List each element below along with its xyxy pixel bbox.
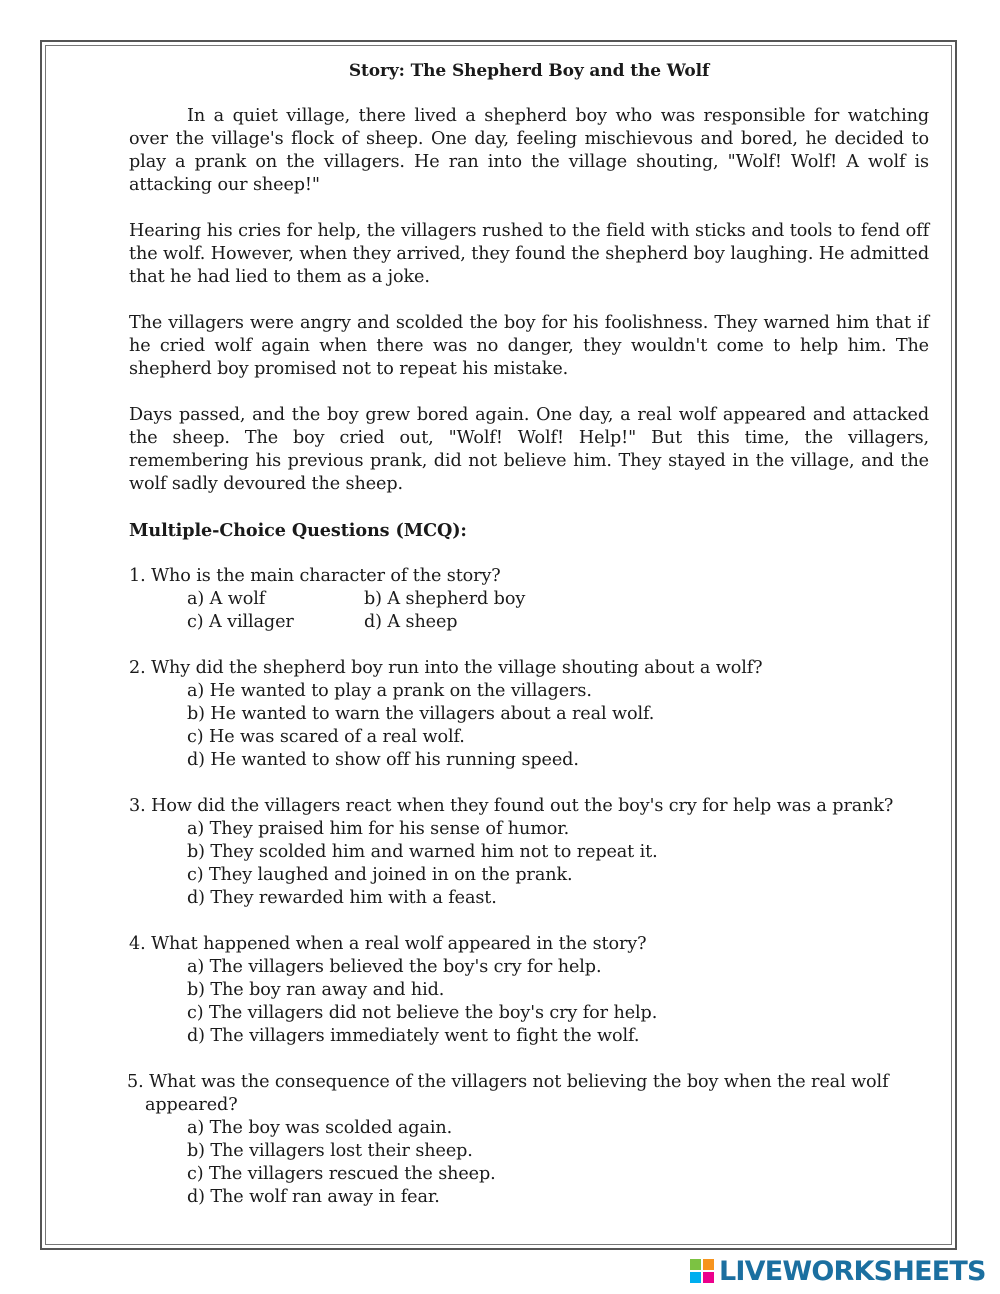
worksheet-content — [129, 60, 929, 1232]
question-4 — [129, 933, 929, 1048]
option-c[interactable]: c) They laughed and joined in on the prank. — [187, 865, 573, 885]
option-d[interactable]: d) The villagers immediately went to fight the wolf. — [187, 1026, 640, 1046]
liveworksheets-logo-icon — [690, 1259, 714, 1283]
option-c[interactable]: c) A villager — [187, 612, 294, 632]
question-1 — [129, 565, 929, 634]
question-3 — [129, 795, 929, 910]
question-text: 2. Why did the shepherd boy run into the village shouting about a wolf? — [129, 658, 763, 678]
option-a[interactable]: a) A wolf — [187, 589, 266, 609]
question-text: 3. How did the villagers react when they found out the boy's cry for help was a prank? — [129, 796, 894, 816]
story-paragraph-4: Days passed, and the boy grew bored again. One day, a real wolf appeared and attacked the sheep. The boy cried out, "Wolf! Wolf! Help!" But this time, the villagers, remembering his previous prank, did not believe him. They stayed in the village, and the wolf sadly devoured the sheep. — [129, 405, 929, 494]
question-text: 4. What happened when a real wolf appeared in the story? — [129, 934, 647, 954]
story-paragraph-1: In a quiet village, there lived a shepherd boy who was responsible for watching over the village's flock of sheep. One day, feeling mischievous and bored, he decided to play a prank on the villagers. He ran into the village shouting, "Wolf! Wolf! A wolf is attacking our sheep!" — [129, 106, 929, 195]
option-d[interactable]: d) A sheep — [364, 612, 458, 632]
story-title: Story: The Shepherd Boy and the Wolf — [348, 61, 710, 81]
story-paragraph-3: The villagers were angry and scolded the boy for his foolishness. They warned him that if he cried wolf again when there was no danger, they wouldn't come to help him. The shepherd boy promised not to repeat his mistake. — [129, 313, 929, 379]
option-b[interactable]: b) He wanted to warn the villagers about a real wolf. — [187, 704, 655, 724]
question-2 — [129, 657, 929, 772]
option-d[interactable]: d) The wolf ran away in fear. — [187, 1187, 440, 1207]
option-d[interactable]: d) They rewarded him with a feast. — [187, 888, 497, 908]
option-b[interactable]: b) The villagers lost their sheep. — [187, 1141, 473, 1161]
brand-name: LIVEWORKSHEETS — [719, 1255, 986, 1287]
option-c[interactable]: c) He was scared of a real wolf. — [187, 727, 465, 747]
option-d[interactable]: d) He wanted to show off his running speed. — [187, 750, 579, 770]
liveworksheets-brand[interactable] — [690, 1256, 986, 1286]
option-grid — [187, 588, 929, 634]
option-a[interactable]: a) They praised him for his sense of humor. — [187, 819, 570, 839]
option-c[interactable]: c) The villagers rescued the sheep. — [187, 1164, 496, 1184]
option-b[interactable]: b) A shepherd boy — [364, 589, 526, 609]
option-a[interactable]: a) He wanted to play a prank on the villagers. — [187, 681, 592, 701]
option-b[interactable]: b) The boy ran away and hid. — [187, 980, 445, 1000]
question-text: 1. Who is the main character of the story? — [129, 566, 501, 586]
question-text: 5. What was the consequence of the villagers not believing the boy when the real wolf appeared? — [127, 1072, 889, 1115]
mcq-heading: Multiple-Choice Questions (MCQ): — [129, 520, 467, 541]
question-5 — [129, 1071, 929, 1209]
option-a[interactable]: a) The boy was scolded again. — [187, 1118, 453, 1138]
story-paragraph-2: Hearing his cries for help, the villagers rushed to the field with sticks and tools to fend off the wolf. However, when they arrived, they found the shepherd boy laughing. He admitted that he had lied to them as a joke. — [129, 221, 929, 287]
option-a[interactable]: a) The villagers believed the boy's cry for help. — [187, 957, 602, 977]
option-c[interactable]: c) The villagers did not believe the boy's cry for help. — [187, 1003, 658, 1023]
option-b[interactable]: b) They scolded him and warned him not to repeat it. — [187, 842, 658, 862]
